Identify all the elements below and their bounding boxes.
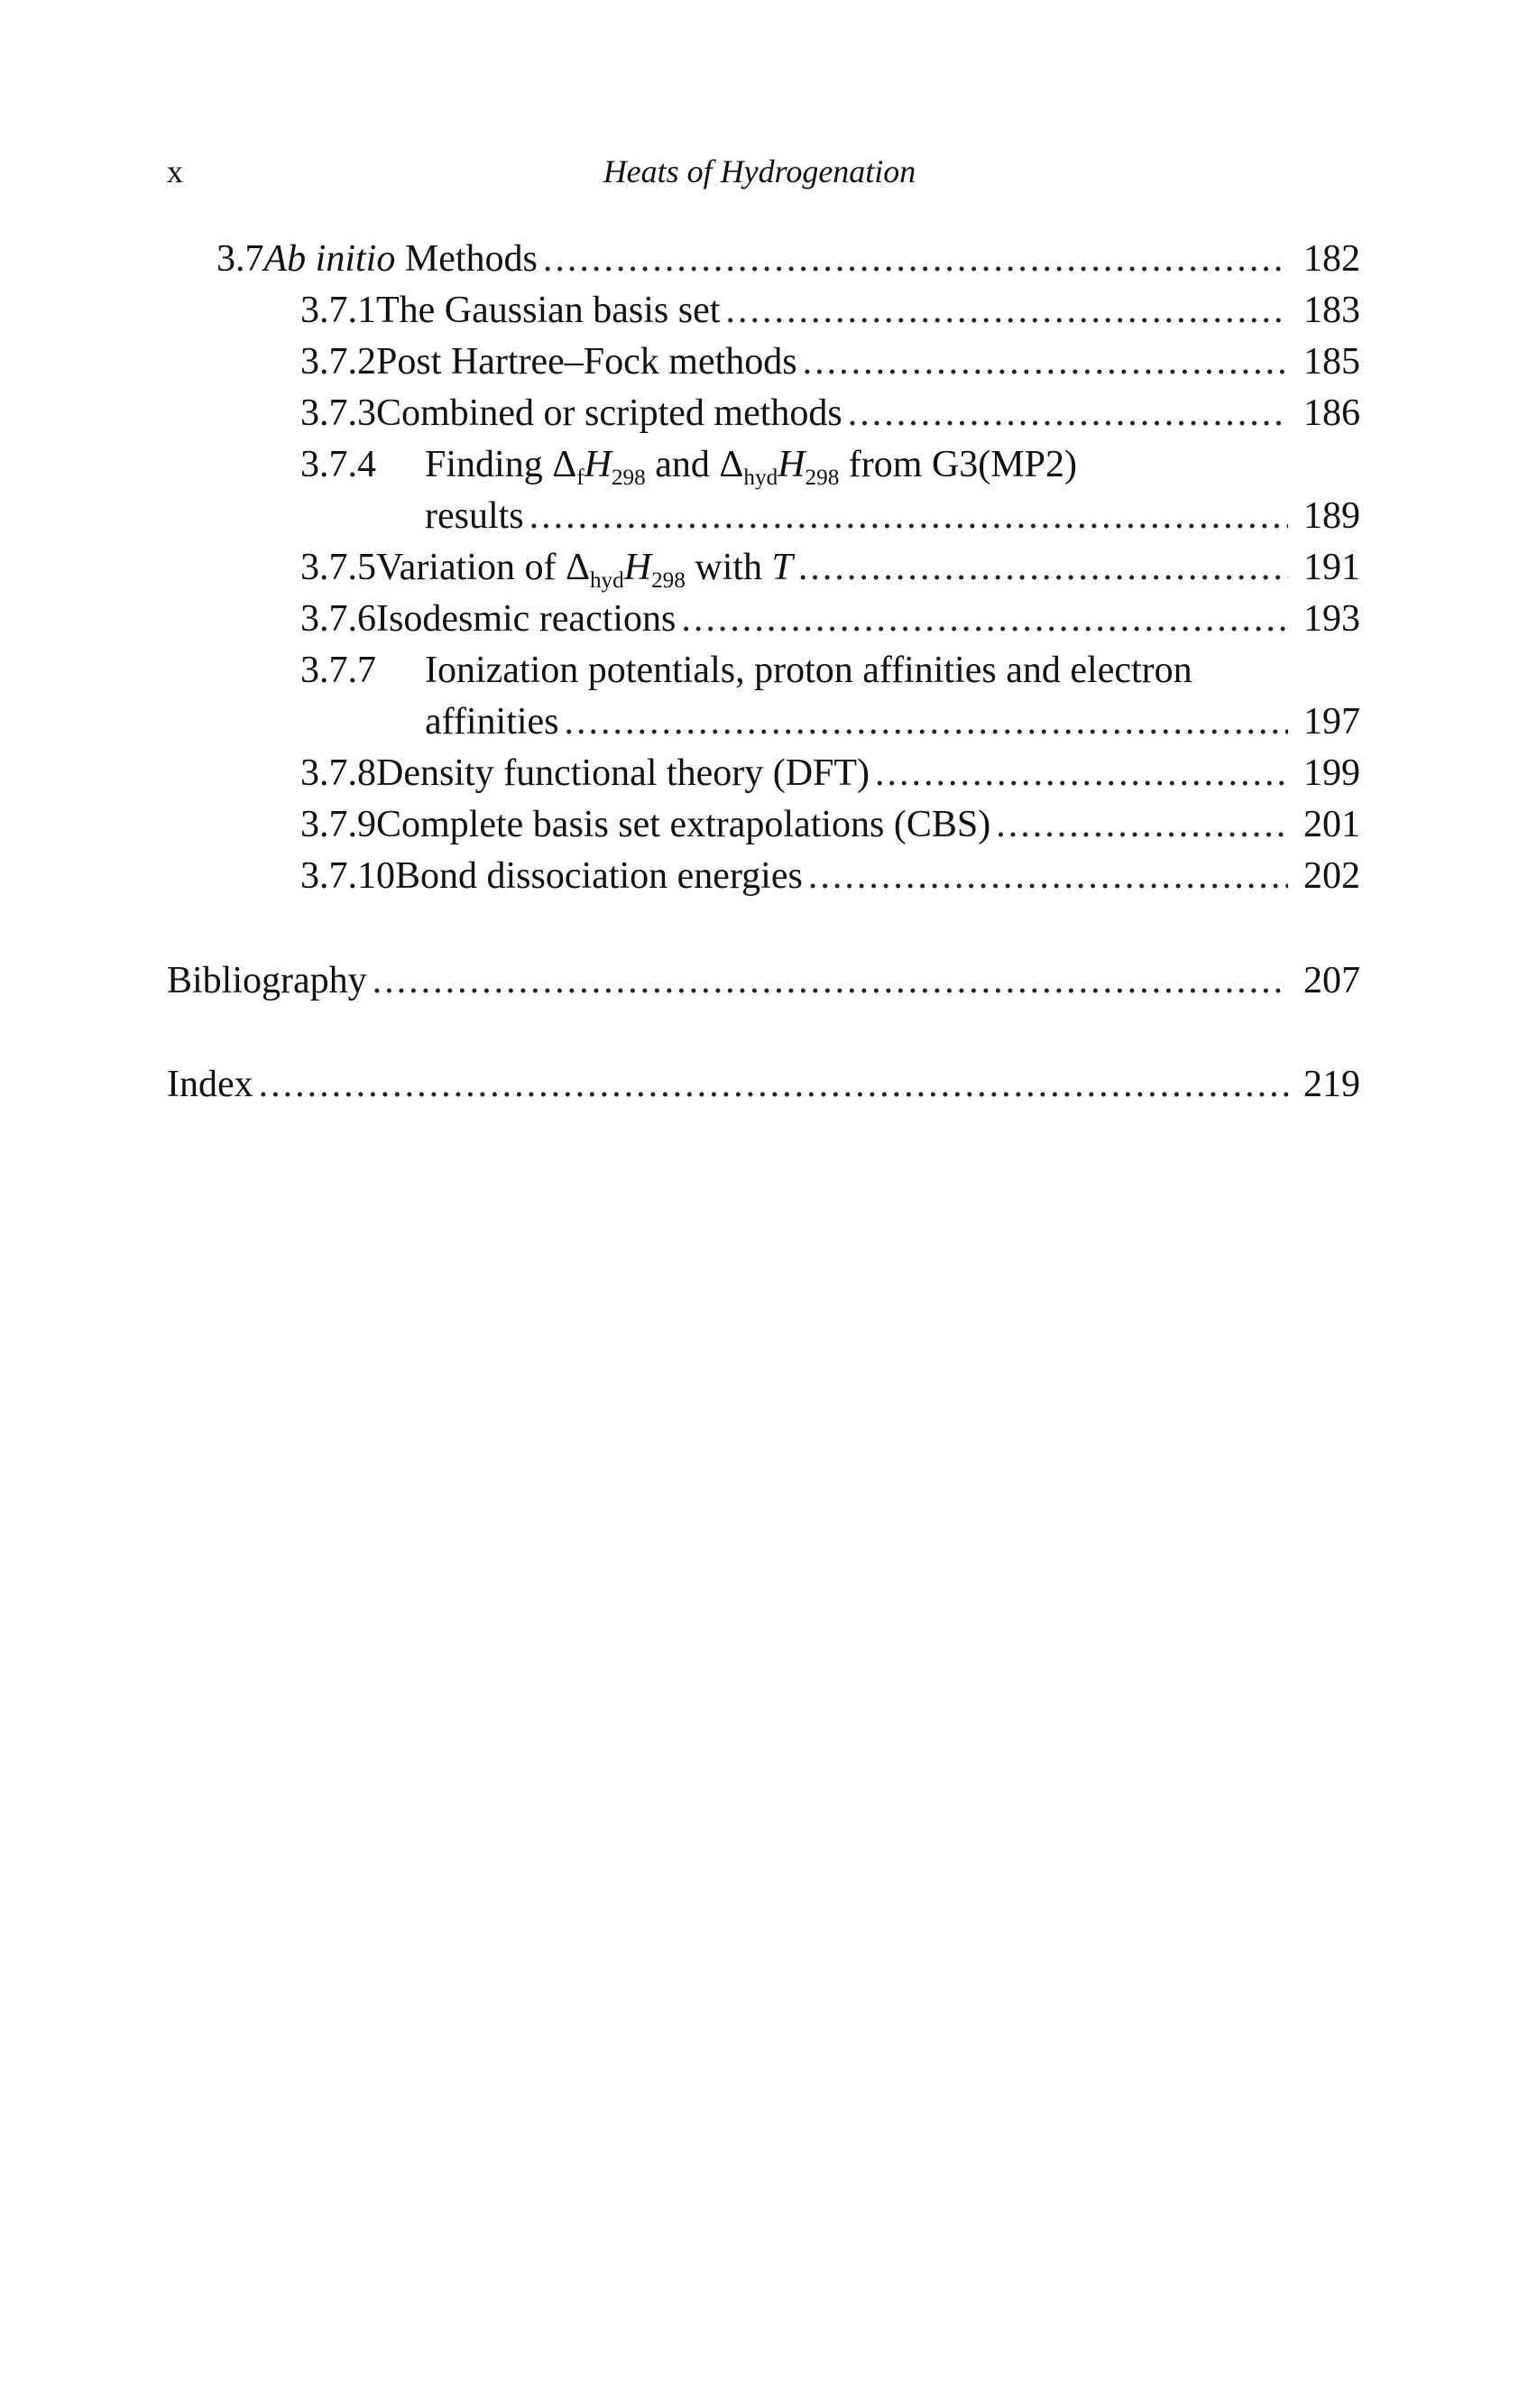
page-ref: 201	[1303, 804, 1360, 845]
chapter-title: Bibliography	[167, 960, 367, 1001]
subsection-number: 3.7.10	[300, 855, 395, 897]
subscript-f: f	[576, 465, 585, 490]
toc-entry-bibliography[interactable]	[167, 962, 1360, 1000]
section-title	[264, 240, 538, 278]
dot-leader	[848, 394, 1288, 432]
toc-entry-3-7-4-line2[interactable]	[425, 497, 1360, 535]
toc-entry-3-7-7-line1[interactable]	[300, 651, 1192, 689]
subsection-title: Post Hartree–Fock methods	[376, 341, 797, 383]
dot-leader	[798, 549, 1288, 586]
page-number: x	[167, 153, 183, 189]
subsection-number: 3.7.2	[300, 341, 376, 383]
toc-entry-index[interactable]	[167, 1066, 1360, 1103]
section-title-rest: Methods	[395, 238, 538, 280]
title-text: Variation of Δ	[376, 547, 590, 588]
subscript-hyd: hyd	[743, 465, 778, 490]
page-ref: 191	[1303, 547, 1360, 588]
dot-leader	[681, 600, 1288, 638]
page-ref: 202	[1303, 855, 1360, 897]
subsection-title: Isodesmic reactions	[376, 598, 677, 640]
page-ref: 207	[1303, 960, 1360, 1001]
dot-leader	[725, 291, 1288, 329]
page-ref: 183	[1303, 290, 1360, 331]
toc-entry-3-7-9[interactable]	[300, 806, 1360, 844]
toc-entry-3-7-7-line2[interactable]	[425, 703, 1360, 741]
page-ref: 219	[1303, 1064, 1360, 1105]
dot-leader	[373, 962, 1288, 1000]
subscript-298: 298	[805, 465, 840, 490]
enthalpy-symbol: H	[623, 547, 652, 588]
toc-entry-3-7-6[interactable]	[300, 600, 1360, 638]
subsection-number: 3.7.4	[300, 444, 376, 485]
subsection-title: Ionization potentials, proton affinities and electron	[425, 650, 1192, 691]
subsection-number: 3.7.5	[300, 547, 376, 588]
toc-entry-3-7-3[interactable]	[300, 394, 1360, 432]
running-head: Heats of Hydrogenation	[603, 153, 916, 189]
dot-leader	[808, 857, 1288, 895]
page-ref: 182	[1303, 238, 1360, 280]
subsection-number: 3.7.9	[300, 804, 376, 845]
page-ref: 199	[1303, 752, 1360, 794]
subsection-title	[376, 547, 793, 593]
dot-leader	[259, 1066, 1288, 1103]
dot-leader	[529, 497, 1288, 535]
subsection-title: Complete basis set extrapolations (CBS)	[376, 804, 991, 845]
chapter-title: Index	[167, 1064, 253, 1105]
toc-entry-3-7-2[interactable]	[300, 343, 1360, 381]
title-text: Finding Δ	[425, 444, 577, 485]
dot-leader	[543, 240, 1288, 278]
subsection-title: The Gaussian basis set	[376, 290, 721, 331]
subscript-298: 298	[651, 567, 686, 593]
title-text: with	[685, 547, 772, 588]
temperature-symbol: T	[771, 547, 793, 588]
toc-entry-3-7-4-line1[interactable]	[300, 444, 1077, 490]
toc-entry-3-7[interactable]	[216, 240, 1360, 278]
toc-entry-3-7-8[interactable]	[300, 754, 1360, 792]
subscript-298: 298	[611, 465, 646, 490]
subsection-title-continued: affinities	[425, 701, 559, 743]
subsection-title	[425, 444, 1077, 490]
page-ref: 197	[1303, 701, 1360, 743]
enthalpy-symbol: H	[778, 444, 806, 485]
page-ref: 189	[1303, 495, 1360, 537]
subscript-hyd: hyd	[589, 567, 624, 593]
toc-entry-3-7-1[interactable]	[300, 291, 1360, 329]
enthalpy-symbol: H	[584, 444, 612, 485]
toc-entry-3-7-10[interactable]	[300, 857, 1360, 895]
subsection-number: 3.7.8	[300, 752, 376, 794]
dot-leader	[996, 806, 1288, 844]
page-ref: 186	[1303, 392, 1360, 434]
subsection-title: Density functional theory (DFT)	[376, 752, 870, 794]
subsection-title-continued: results	[425, 495, 524, 537]
title-text: and Δ	[645, 444, 744, 485]
toc-entry-3-7-5[interactable]	[300, 547, 1360, 593]
subsection-number: 3.7.7	[300, 650, 376, 691]
subsection-number: 3.7.1	[300, 290, 376, 331]
title-text: from G3(MP2)	[839, 444, 1077, 485]
dot-leader	[803, 343, 1288, 381]
dot-leader	[565, 703, 1288, 741]
subsection-number: 3.7.3	[300, 392, 376, 434]
subsection-title: Bond dissociation energies	[395, 855, 803, 897]
page-ref: 193	[1303, 598, 1360, 640]
dot-leader	[875, 754, 1288, 792]
section-number: 3.7	[216, 238, 264, 280]
page-ref: 185	[1303, 341, 1360, 383]
section-title-italic: Ab initio	[263, 238, 396, 280]
subsection-title: Combined or scripted methods	[376, 392, 842, 434]
subsection-number: 3.7.6	[300, 598, 376, 640]
